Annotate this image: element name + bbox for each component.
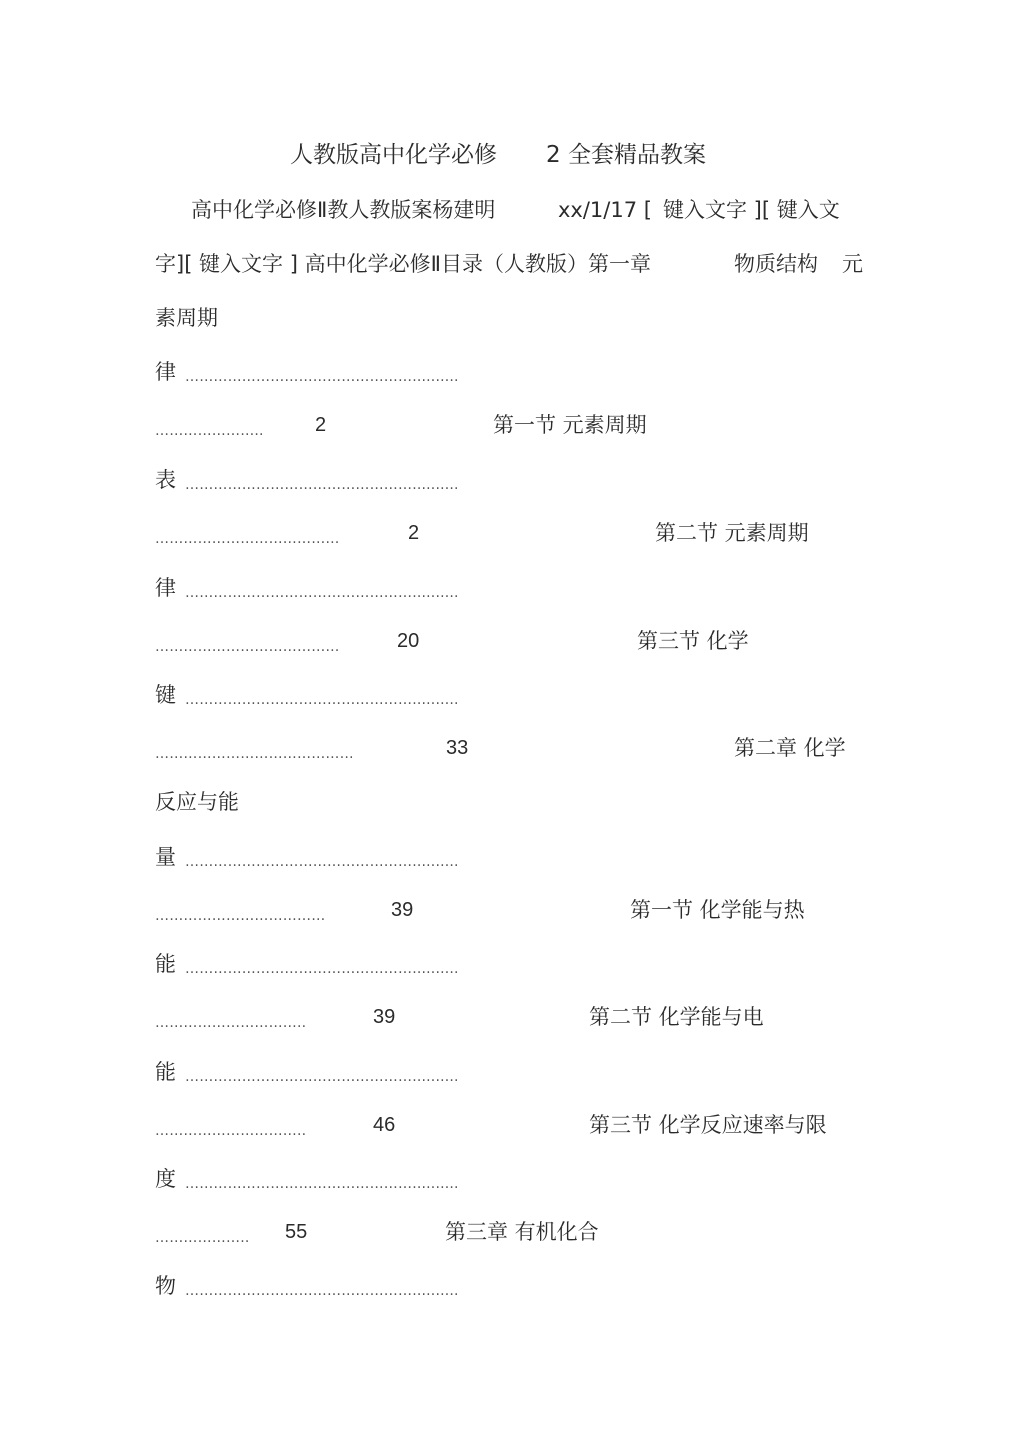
toc-leader-tail: ………………….. [155, 424, 264, 438]
toc-page-number: 2 [408, 522, 420, 544]
toc-heading: 第二章 化学 [734, 736, 846, 760]
toc-page-number: 46 [373, 1114, 396, 1136]
toc-leader: ………………………………………….......... [185, 693, 459, 707]
intro-line2-a: 字][ 键入文字 ] 高中化学必修Ⅱ目录（人教版）第一章 [155, 252, 651, 276]
toc-leader-tail: ………………………………… [155, 640, 340, 654]
toc-leader-tail: ……………………………… [155, 909, 326, 923]
toc-page-number: 2 [315, 414, 327, 436]
toc-leader-tail: ………………………….. [155, 1016, 307, 1030]
toc-lead-char: 能 [155, 952, 176, 976]
toc-heading: 第二节 化学能与电 [589, 1005, 764, 1029]
toc-page-number: 55 [285, 1221, 308, 1243]
toc-leader: ………………………………………….......... [185, 1284, 459, 1298]
toc-lead-char: 度 [155, 1167, 176, 1191]
toc-heading: 第一节 化学能与热 [630, 898, 805, 922]
intro-line1-b: xx/1/17 [ [558, 198, 652, 222]
toc-page-number: 39 [373, 1006, 396, 1028]
toc-leader: ………………………………………….......... [185, 855, 459, 869]
intro-line3: 素周期 [155, 306, 218, 330]
toc-heading: 第一节 元素周期 [493, 413, 647, 437]
intro-line1-c: 键入文字 ][ 键入文 [663, 198, 840, 222]
toc-heading: 第三节 化学 [637, 629, 749, 653]
toc-leader: ………………………………………….......... [185, 1070, 459, 1084]
toc-lead-char: 量 [155, 845, 176, 869]
toc-lead-char: 能 [155, 1060, 176, 1084]
toc-leader-tail: ………………………………… [155, 532, 340, 546]
title-right: 2 全套精品教案 [546, 142, 706, 168]
toc-leader: ………………………………………….......... [185, 370, 459, 384]
intro-line2-b: 物质结构 [734, 252, 818, 276]
toc-leader: ………………………………………….......... [185, 1177, 459, 1191]
toc-heading: 第二节 元素周期 [655, 521, 809, 545]
toc-leader: ………………………………………….......... [185, 962, 459, 976]
toc-leader: ………………………………………….......... [185, 586, 459, 600]
toc-lead-char: 律 [155, 360, 176, 384]
toc-page-number: 39 [391, 899, 414, 921]
intro-line2-c: 元 [842, 252, 863, 276]
toc-leader-tail: ………………………….. [155, 1124, 307, 1138]
toc-lead-char: 物 [155, 1274, 176, 1298]
toc-lead-char: 键 [155, 683, 176, 707]
toc-leader-tail: …………………………………… [155, 747, 354, 761]
toc-continuation: 反应与能 [155, 790, 239, 814]
intro-line1-a: 高中化学必修Ⅱ教人教版案杨建明 [191, 198, 496, 222]
toc-lead-char: 律 [155, 576, 176, 600]
toc-heading: 第三节 化学反应速率与限 [589, 1113, 827, 1137]
toc-heading: 第三章 有机化合 [445, 1220, 599, 1244]
toc-page-number: 33 [446, 737, 469, 759]
toc-page-number: 20 [397, 630, 420, 652]
toc-leader-tail: ……………….. [155, 1231, 250, 1245]
title-left: 人教版高中化学必修 [290, 142, 497, 168]
toc-lead-char: 表 [155, 468, 176, 492]
toc-leader: ………………………………………….......... [185, 478, 459, 492]
